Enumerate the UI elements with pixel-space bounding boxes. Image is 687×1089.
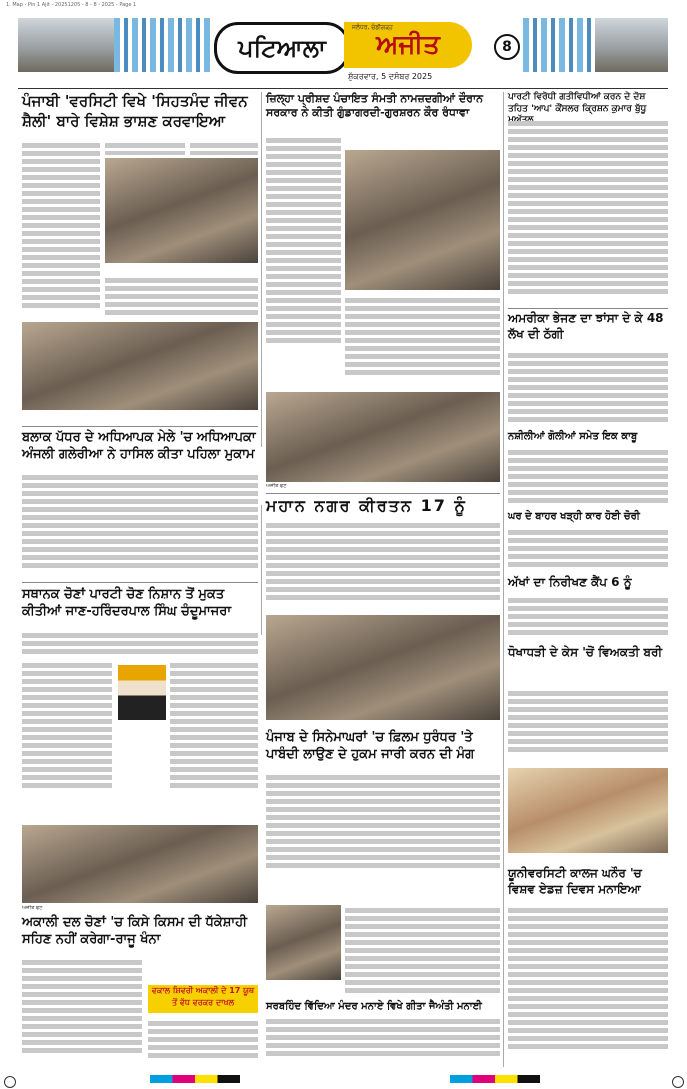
article-text xyxy=(508,688,668,763)
photo-university-event xyxy=(105,158,258,263)
col-divider xyxy=(261,505,262,635)
article-text xyxy=(105,275,258,320)
col-divider xyxy=(503,92,504,1067)
masthead-photo-left xyxy=(18,18,114,72)
headline-eye-camp: ਅੱਖਾਂ ਦਾ ਨਿਰੀਖਣ ਕੈਂਪ 6 ਨੂੰ xyxy=(508,575,632,589)
article-text xyxy=(508,905,668,1065)
masthead-brand xyxy=(344,22,472,68)
article-text xyxy=(105,140,185,155)
headline-fraud-acquittal: ਧੋਖਾਧੜੀ ਦੇ ਕੇਸ 'ਚੋਂ ਵਿਅਕਤੀ ਬਰੀ xyxy=(508,645,663,659)
registration-mark xyxy=(4,1076,16,1088)
rule xyxy=(266,493,500,494)
headline-nagar-kirtan: ਮਹਾਨ ਨਗਰ ਕੀਰਤਨ 17 ਨੂੰ xyxy=(266,496,467,515)
article-text xyxy=(266,1016,500,1066)
article-text xyxy=(508,118,668,303)
photo-press-conference xyxy=(345,150,500,290)
article-text xyxy=(190,140,258,155)
edition-date: ਸ਼ੁੱਕਰਵਾਰ, 5 ਦਸੰਬਰ 2025 xyxy=(348,72,433,81)
article-text xyxy=(266,520,500,612)
photo-gathering xyxy=(266,392,500,482)
headline-university-lecture: ਪੰਜਾਬੀ 'ਵਰਸਿਟੀ ਵਿਖੇ 'ਸਿਹਤਮੰਦ ਜੀਵਨ ਸ਼ੈਲੀ' ਬਾਰੇ ਵਿਸ਼ੇਸ਼ ਭਾਸ਼ਣ ਕਰਵਾਇਆ xyxy=(22,92,248,130)
masthead-photo-right xyxy=(595,18,668,72)
photo-portrait xyxy=(118,665,166,720)
masthead-rule xyxy=(18,88,668,89)
article-text xyxy=(148,1018,258,1068)
rule xyxy=(508,308,668,309)
headline-film-ban-demand: ਪੰਜਾਬ ਦੇ ਸਿਨੇਮਾਘਰਾਂ 'ਚ ਫ਼ਿਲਮ ਧੁਰੰਧਰ 'ਤੇ ਪਾਬੰਦੀ ਲਾਉਣ ਦੇ ਹੁਕਮ ਜਾਰੀ ਕਰਨ ਦੀ ਮੰਗ xyxy=(266,730,475,762)
article-text xyxy=(508,350,668,425)
headline-councillor-suspended: ਪਾਰਟੀ ਵਿਰੋਧੀ ਗਤੀਵਿਧੀਆਂ ਕਰਨ ਦੇ ਦੋਸ਼ ਤਹਿਤ 'ਆਪ' ਕੌਂਸਲਰ ਕ੍ਰਿਸ਼ਨ ਕੁਮਾਰ ਬੁੱਧੂ xyxy=(508,92,647,114)
rule xyxy=(22,426,258,427)
color-bar xyxy=(150,1075,240,1083)
masthead-pattern-left xyxy=(114,18,214,72)
article-text xyxy=(266,772,500,882)
photo-college-students xyxy=(508,768,668,853)
photo-religious-group xyxy=(266,615,500,720)
print-slug: 1. Map - Pin 1 Ajit - 20251205 - 8 - 8 - 2025 - Page 1 xyxy=(6,2,137,8)
article-text xyxy=(508,447,668,507)
headline-america-fraud: ਅਮਰੀਕਾ ਭੇਜਣ ਦਾ ਝਾਂਸਾ ਦੇ ਕੇ 48 ਲੱਖ ਦੀ ਠੱਗੀ xyxy=(508,311,664,341)
article-text xyxy=(345,295,500,385)
col-divider xyxy=(261,92,262,447)
photo-akali-protest xyxy=(22,825,258,903)
headline-gita-jayanti: ਸਰਬਹਿੰਦ ਵਿੱਦਿਆ ਮੰਦਰ ਮਨਾਏ ਵਿਖੇ ਗੀਤਾ ਜੈਅੰਤੀ ਮਨਾਈ xyxy=(266,1001,482,1012)
article-text xyxy=(22,140,100,315)
masthead-pattern-right xyxy=(523,18,595,72)
article-text xyxy=(345,905,500,1000)
article-text xyxy=(22,660,112,800)
photo-caption xyxy=(266,722,500,730)
headline-local-elections: ਸਥਾਨਕ ਚੋਣਾਂ ਪਾਰਟੀ ਚੋਣ ਨਿਸ਼ਾਨ ਤੋਂ ਮੁਕਤ ਕੀਤੀਆਂ ਜਾਣ-ਹਰਿੰਦਰਪਾਲ ਸਿੰਘ ਚੰਦੂਮਾਜਰਾ xyxy=(22,587,232,619)
photo-group xyxy=(22,322,258,410)
brand-subtitle: ਜਲੰਧਰ, ਚੰਡੀਗੜ੍ਹ xyxy=(352,24,393,31)
article-text xyxy=(266,135,341,355)
highlight-box: ਵਕਾਲ ਸ਼ਿਵਰੀ ਅਕਾਲੀ ਦੇ 17 ਯੂਥ ਤੋਂ ਵੱਧ ਵਰਕਰ ਦਾਖਲ xyxy=(148,985,258,1013)
article-text xyxy=(22,957,142,1067)
article-text xyxy=(508,527,668,572)
headline-akali-dal: ਅਕਾਲੀ ਦਲ ਚੋਣਾਂ 'ਚ ਕਿਸੇ ਕਿਸਮ ਦੀ ਧੱਕੇਸ਼ਾਹੀ ਸਹਿਣ ਨਹੀਂ ਕਰੇਗਾ-ਰਾਜੂ ਖੰਨਾ xyxy=(22,915,248,947)
registration-mark xyxy=(672,1076,684,1088)
rule xyxy=(22,582,258,583)
article-text xyxy=(22,472,258,577)
headline-drugs-arrest: ਨਸ਼ੀਲੀਆਂ ਗੋਲੀਆਂ ਸਮੇਤ ਇਕ ਕਾਬੂ xyxy=(508,431,638,442)
headline-zila-parishad: ਜ਼ਿਲ੍ਹਾ ਪ੍ਰੀਸ਼ਦ ਪੰਚਾਇਤ ਸੰਮਤੀ ਨਾਮਜ਼ਦਗੀਆਂ ਦੌਰਾਨ ਸਰਕਾਰ ਨੇ ਕੀਤੀ ਗੁੰਡਾਗਰਦੀ-ਗੁਰਸ਼ਰਨ ਕੌਰ ਰੰਧਾਵਾ xyxy=(266,92,484,120)
article-text xyxy=(508,595,668,640)
color-bar xyxy=(450,1075,540,1083)
headline-aids-day: ਯੂਨੀਵਰਸਿਟੀ ਕਾਲਜ ਘਨੌਰ 'ਚ ਵਿਸ਼ਵ ਏਡਜ਼ ਦਿਵਸ ਮਨਾਇਆ xyxy=(508,866,642,896)
page-number: 8 xyxy=(494,34,520,60)
masthead xyxy=(18,12,668,84)
photo-caption: ਅਜੀਤ ਫੋਟੋ xyxy=(22,905,43,911)
article-text xyxy=(170,660,258,800)
brand-logo: ਅਜੀਤ xyxy=(376,30,440,60)
photo-caption: ਅਜੀਤ ਫੋਟੋ xyxy=(266,483,287,489)
photo-caption xyxy=(508,855,668,863)
headline-block-teacher-fair: ਬਲਾਕ ਪੱਧਰ ਦੇ ਅਧਿਆਪਕ ਮੇਲੇ 'ਚ ਅਧਿਆਪਕਾ ਅੰਜਲੀ ਗਲੇਰੀਆ ਨੇ ਹਾਸਿਲ ਕੀਤਾ ਪਹਿਲਾ ਮੁਕਾਮ xyxy=(22,430,256,462)
headline-car-theft: ਘਰ ਦੇ ਬਾਹਰ ਖੜ੍ਹੀ ਕਾਰ ਹੋਈ ਚੋਰੀ xyxy=(508,511,640,522)
photo-small xyxy=(266,905,341,980)
masthead-city-title: ਪਟਿਆਲਾ xyxy=(214,22,350,74)
article-text xyxy=(22,630,258,655)
